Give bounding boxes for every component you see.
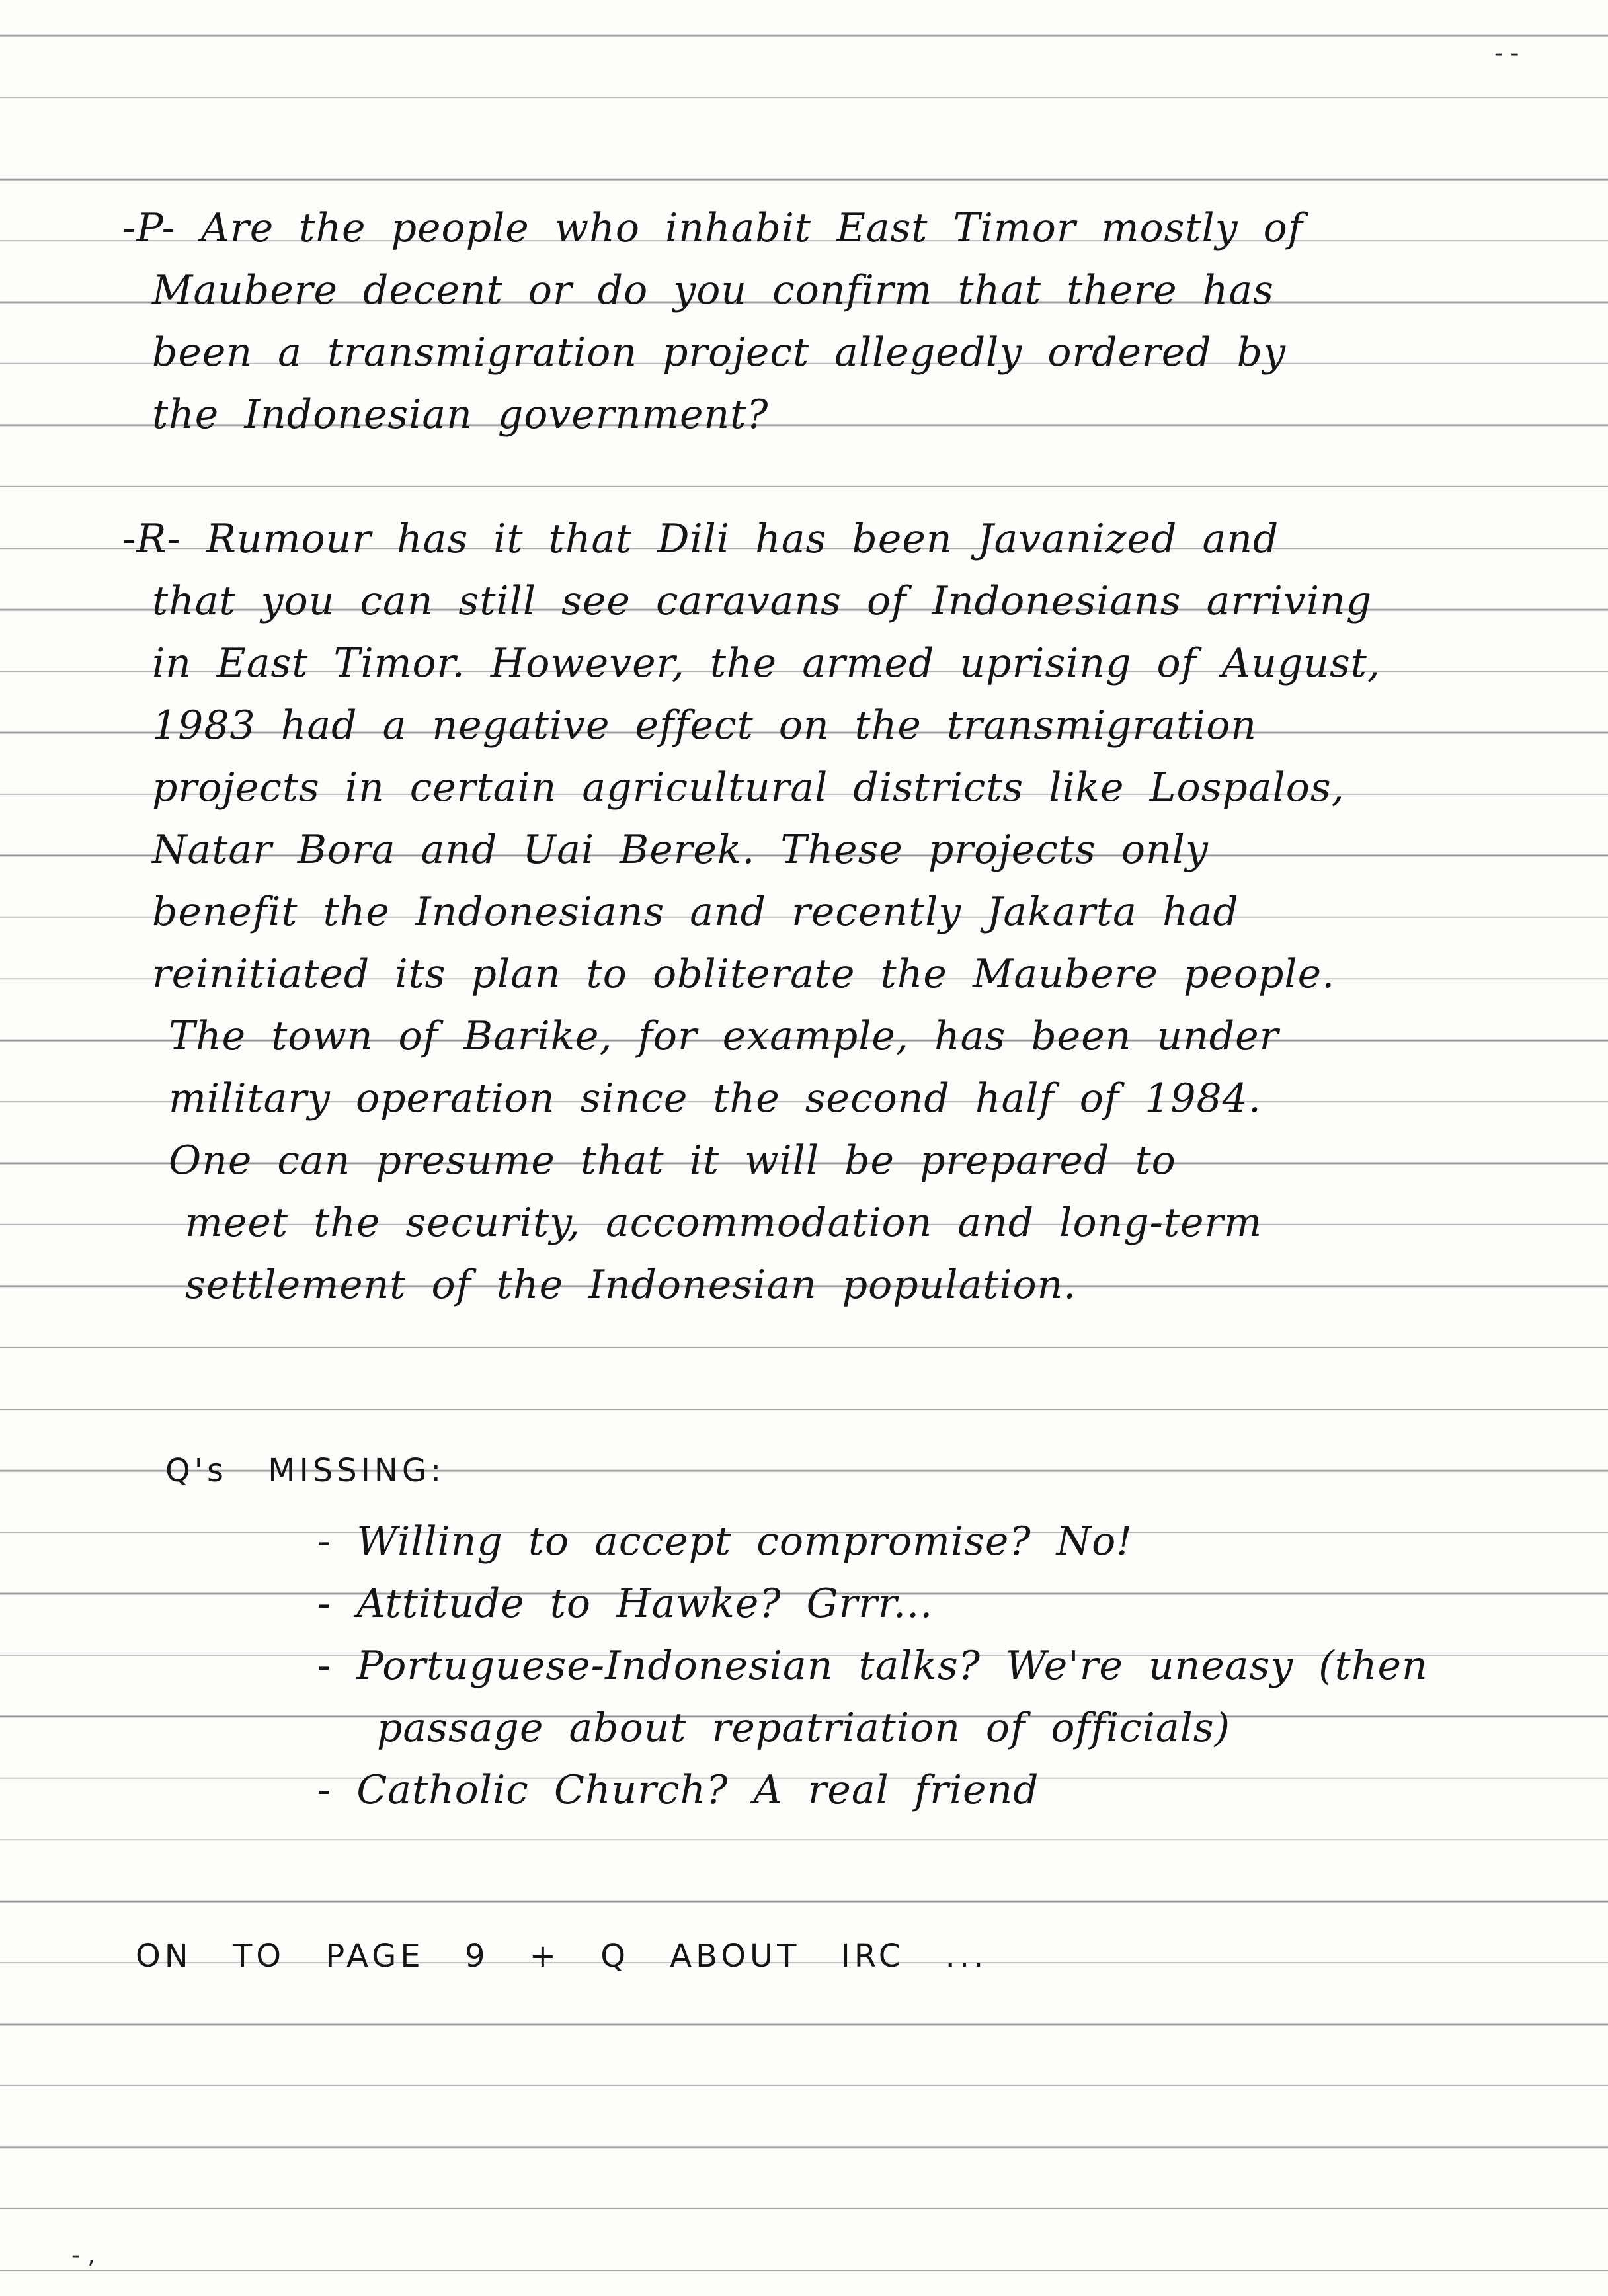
text-line: Natar Bora and Uai Berek. These projects only [152,827,1209,873]
text-line: settlement of the Indonesian population. [185,1262,1077,1308]
section-heading: Q's MISSING: [165,1452,446,1489]
text-line: meet the security, accommodation and long-term [185,1200,1263,1246]
text-line: in East Timor. However, the armed uprising of August, [152,640,1381,686]
list-item: - Portuguese-Indonesian talks? We're uneasy (then [317,1643,1428,1689]
text-line: reinitiated its plan to obliterate the Maubere people. [152,951,1336,997]
list-item: - Catholic Church? A real friend [317,1767,1039,1813]
list-item: - Willing to accept compromise? No! [317,1518,1133,1565]
text-line: -P- Are the people who inhabit East Timor mostly of [122,205,1304,251]
footer-note: ON TO PAGE 9 + Q ABOUT IRC ... [136,1938,988,1975]
text-line: One can presume that it will be prepared to [169,1137,1176,1184]
list-item: passage about repatriation of officials) [377,1705,1230,1751]
text-line: projects in certain agricultural districts like Lospalos, [152,764,1345,811]
list-item: - Attitude to Hawke? Grrr... [317,1580,934,1627]
text-line: -R- Rumour has it that Dili has been Javanized and [122,516,1279,562]
text-line: benefit the Indonesians and recently Jakarta had [152,889,1239,935]
text-line: the Indonesian government? [152,391,769,438]
margin-mark: - - [1494,40,1519,67]
margin-mark: - , [71,2242,95,2269]
text-line: 1983 had a negative effect on the transmigration [152,702,1258,749]
text-line: been a transmigration project allegedly ordered by [152,329,1287,376]
text-line: Maubere decent or do you confirm that there has [152,267,1274,313]
text-line: military operation since the second half of 1984. [169,1075,1262,1122]
text-line: The town of Barike, for example, has been under [169,1013,1279,1059]
text-line: that you can still see caravans of Indonesians arriving [152,578,1373,624]
